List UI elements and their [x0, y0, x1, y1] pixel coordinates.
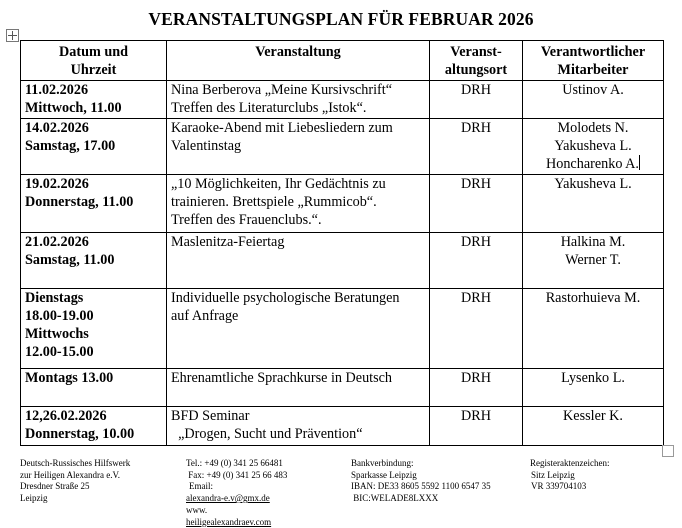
- table-row: [21, 175, 664, 233]
- row-staff: Molodets N. Yakusheva L. Honcharenko A.: [523, 119, 664, 175]
- event-schedule-table: [20, 40, 664, 446]
- row-event: Karaoke-Abend mit Liebesliedern zum Valentinstag: [167, 119, 430, 175]
- footer-organization: Deutsch-Russisches Hilfswerk zur Heiligen Alexandra e.V. Dresdner Straße 25 Leipzig: [20, 458, 131, 504]
- row-place: DRH: [430, 81, 523, 119]
- row-place: DRH: [430, 175, 523, 233]
- footer-register: Registeraktenzeichen: Sitz Leipzig VR 339704103: [530, 458, 610, 492]
- table-row: [21, 81, 664, 119]
- header-date: Datum und Uhrzeit: [21, 41, 167, 81]
- page-title: VERANSTALTUNGSPLAN FÜR FEBRUAR 2026: [148, 9, 534, 29]
- row-date: Dienstags 18.00-19.00 Mittwochs 12.00-15.00: [21, 289, 167, 369]
- row-event: BFD Seminar „Drogen, Sucht und Prävention“: [167, 407, 430, 446]
- header-place: Veranst- altungsort: [430, 41, 523, 81]
- table-row: [21, 119, 664, 175]
- row-place: DRH: [430, 369, 523, 407]
- table-row: [21, 407, 664, 446]
- table-header-row: [21, 41, 664, 81]
- header-staff: Verantwortlicher Mitarbeiter: [523, 41, 664, 81]
- staff-name: Honcharenko A.: [546, 156, 639, 172]
- footer-contact: Tel.: +49 (0) 341 25 66481 Fax: +49 (0) 341 25 66 483 Email: alexandra-e.v@gmx.de www. heiligealexandraev.com: [186, 458, 288, 527]
- row-staff: Ustinov A.: [523, 81, 664, 119]
- row-date: 12,26.02.2026 Donnerstag, 10.00: [21, 407, 167, 446]
- row-staff: Yakusheva L.: [523, 175, 664, 233]
- row-event: „10 Möglichkeiten, Ihr Gedächtnis zu trainieren. Brettspiele „Rummicob“. Treffen des Frauenclubs.“.: [167, 175, 430, 233]
- row-event: Individuelle psychologische Beratungen auf Anfrage: [167, 289, 430, 369]
- text-cursor: [639, 155, 640, 170]
- table-row: [21, 369, 664, 407]
- row-place: DRH: [430, 233, 523, 289]
- row-date: 11.02.2026 Mittwoch, 11.00: [21, 81, 167, 119]
- row-staff: Lysenko L.: [523, 369, 664, 407]
- header-event: Veranstaltung: [167, 41, 430, 81]
- row-place: DRH: [430, 289, 523, 369]
- row-event: Maslenitza-Feiertag: [167, 233, 430, 289]
- row-date: Montags 13.00: [21, 369, 167, 407]
- footer-bank: Bankverbindung: Sparkasse Leipzig IBAN: DE33 8605 5592 1100 6547 35 BIC:WELADE8LXXX: [351, 458, 491, 504]
- row-staff: Halkina M. Werner T.: [523, 233, 664, 289]
- row-event: Ehrenamtliche Sprachkurse in Deutsch: [167, 369, 430, 407]
- website-link[interactable]: heiligealexandraev.com: [186, 516, 272, 527]
- row-date: 21.02.2026 Samstag, 11.00: [21, 233, 167, 289]
- row-place: DRH: [430, 119, 523, 175]
- row-place: DRH: [430, 407, 523, 446]
- table-resize-handle[interactable]: [662, 445, 674, 457]
- row-staff: Rastorhuieva M.: [523, 289, 664, 369]
- row-event: Nina Berberova „Meine Kursivschrift“ Treffen des Literaturclubs „Istok“.: [167, 81, 430, 119]
- row-staff: Kessler K.: [523, 407, 664, 446]
- row-date: 14.02.2026 Samstag, 17.00: [21, 119, 167, 175]
- table-row: [21, 289, 664, 369]
- email-link[interactable]: alexandra-e.v@gmx.de: [186, 493, 270, 504]
- table-move-handle-icon[interactable]: [6, 29, 19, 42]
- table-row: [21, 233, 664, 289]
- row-date: 19.02.2026 Donnerstag, 11.00: [21, 175, 167, 233]
